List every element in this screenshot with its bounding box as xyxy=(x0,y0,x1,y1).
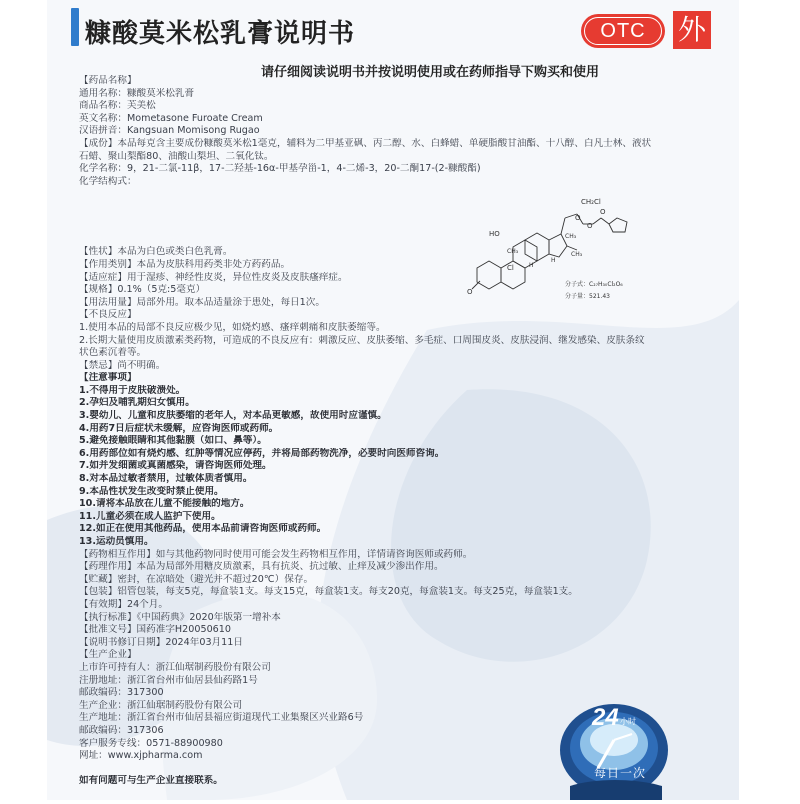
text-line: 石蜡、聚山梨酯80、油酸山梨坦、二氧化钛。 xyxy=(79,150,274,162)
leaflet-title: 糠酸莫米松乳膏说明书 xyxy=(85,19,356,49)
molecular-formula: 分子式：C₂₇H₃₀Cl₂O₆ xyxy=(565,281,623,288)
text-line: 邮政编码：317300 xyxy=(79,687,164,699)
structure-label-ch3-b: CH₃ xyxy=(565,233,577,240)
structure-label-o1: O xyxy=(575,214,581,222)
text-line: 上市许可持有人：浙江仙琚制药股份有限公司 xyxy=(79,661,271,673)
text-line: 化学名称：9，21-二氯-11β，17-二羟基-16α-甲基孕甾-1，4-二烯-3，20-二酮17-(2-糠酸酯) xyxy=(79,163,481,175)
usage-warning: 请仔细阅读说明书并按说明使用或在药师指导下购买和使用 xyxy=(261,65,600,80)
otc-badge-border xyxy=(584,17,662,45)
text-line: 状色素沉着等。 xyxy=(79,347,147,359)
text-line: 3.婴幼儿、儿童和皮肤萎缩的老年人，对本品更敏感，故使用时应谨慎。 xyxy=(79,410,387,422)
structure-label-o4: O xyxy=(467,288,473,296)
text-line: 网址：www.xjpharma.com xyxy=(79,750,203,762)
text-line: 【药物相互作用】如与其他药物同时使用可能会发生药物相互作用，详情请咨询医师或药师。 xyxy=(79,548,473,560)
text-line: 生产地址：浙江省台州市仙居县福应街道现代工业集聚区兴业路6号 xyxy=(79,712,364,724)
text-line: 2.孕妇及哺乳期妇女慎用。 xyxy=(79,397,195,409)
structure-label-ch2cl: CH₂Cl xyxy=(581,198,601,206)
badge-24-hours: 24 xyxy=(592,704,619,731)
text-line: 【规格】0.1%（5克:5毫克） xyxy=(79,284,206,296)
text-line: 【用法用量】局部外用。取本品适量涂于患处，每日1次。 xyxy=(79,296,325,308)
chemical-structure xyxy=(467,190,677,310)
text-line: 1.使用本品的局部不良反应极少见，如烧灼感、瘙痒刺痛和皮肤萎缩等。 xyxy=(79,321,386,333)
text-line: 客户服务专线：0571-88900980 xyxy=(79,737,223,749)
text-line: 【执行标准】《中国药典》2020年版第一增补本 xyxy=(79,611,281,623)
structure-label-ch3-c: CH₃ xyxy=(571,251,583,258)
text-line: 如有问题可与生产企业直接联系。 xyxy=(79,775,223,787)
text-line: 【生产企业】 xyxy=(79,649,137,661)
badge-once-daily: 每日一次 xyxy=(594,766,647,780)
molecular-weight: 分子量：521.43 xyxy=(565,293,610,300)
text-line: 汉语拼音：Kangsuan Momisong Rugao xyxy=(79,125,260,137)
text-line: 邮政编码：317306 xyxy=(79,724,164,736)
text-line: 【不良反应】 xyxy=(79,309,137,321)
structure-label-o2: O xyxy=(587,222,593,230)
text-line: 2.长期大量使用皮质激素类药物，可造成的不良反应有：刺激反应、皮肤萎缩、多毛症、口周围皮炎、皮肤浸润、继发感染、皮肤条纹 xyxy=(79,334,645,346)
structure-label-h2: H xyxy=(551,257,556,264)
structure-label-o3: O xyxy=(600,208,606,216)
text-line: 【注意事项】 xyxy=(79,372,137,384)
text-line: 【包装】铝管包装，每支5克，每盒装1支。每支15克，每盒装1支。每支20克，每盒装1支。每支25克，每盒装1支。 xyxy=(79,586,578,598)
text-line: 7.如并发细菌或真菌感染，请咨询医师处理。 xyxy=(79,460,272,472)
text-line: 英文名称：Mometasone Furoate Cream xyxy=(79,112,263,124)
text-line: 【说明书修订日期】2024年03月11日 xyxy=(79,636,243,648)
text-line: 通用名称：糠酸莫米松乳膏 xyxy=(79,87,195,99)
text-line: 【禁忌】尚不明确。 xyxy=(79,359,166,371)
text-line: 1.不得用于皮肤破溃处。 xyxy=(79,384,186,396)
structure-label-h1: H xyxy=(529,262,534,269)
text-line: 商品名称：芙美松 xyxy=(79,100,156,112)
text-line: 13.运动员慎用。 xyxy=(79,536,154,547)
otc-label: OTC xyxy=(600,20,646,42)
structure-label-ch3-a: CH₃ xyxy=(507,248,519,255)
text-line: 【有效期】24个月。 xyxy=(79,598,168,610)
text-line: 12.如正在使用其他药品，使用本品前请咨询医师或药师。 xyxy=(79,523,327,535)
text-line: 【药品名称】 xyxy=(79,75,137,86)
text-line: 9.本品性状发生改变时禁止使用。 xyxy=(79,485,224,497)
text-line: 【成份】本品每克含主要成份糠酸莫米松1毫克，辅料为二甲基亚砜、丙二醇、水、白蜂蜡、单硬脂酸甘油酯、十八醇、白凡士林、液状 xyxy=(79,137,652,149)
text-line: 【批准文号】国药准字H20050610 xyxy=(79,624,231,636)
text-line: 【作用类别】本品为皮肤科用药类非处方药药品。 xyxy=(79,258,291,270)
text-line: 5.避免接触眼睛和其他黏膜（如口、鼻等）。 xyxy=(79,435,267,447)
text-line: 【性状】本品为白色或类白色乳膏。 xyxy=(79,246,233,258)
text-line: 【药理作用】本品为局部外用糖皮质激素，具有抗炎、抗过敏、止痒及减少渗出作用。 xyxy=(79,561,444,573)
title-accent-bar xyxy=(71,8,79,46)
text-line: 4.用药7日后症状未缓解，应咨询医师或药师。 xyxy=(79,422,279,434)
structure-label-cl: Cl xyxy=(507,264,514,272)
text-line: 注册地址：浙江省台州市仙居县仙药路1号 xyxy=(79,674,258,686)
leaflet-body xyxy=(79,75,719,788)
structure-label-ho: HO xyxy=(489,230,500,238)
external-use-badge: 外 xyxy=(673,11,711,49)
text-line: 6.用药部位如有烧灼感、红肿等情况应停药，并将局部药物洗净，必要时向医师咨询。 xyxy=(79,447,445,459)
text-line: 11.儿童必须在成人监护下使用。 xyxy=(79,510,221,522)
text-line: 【适应症】用于湿疹、神经性皮炎，异位性皮炎及皮肤瘙痒症。 xyxy=(79,271,348,283)
text-line: 生产企业：浙江仙琚制药股份有限公司 xyxy=(79,699,243,711)
text-line: 化学结构式： xyxy=(79,175,137,187)
text-line: 10.请将本品放在儿童不能接触的地方。 xyxy=(79,498,250,510)
badge-hours-unit: 小时 xyxy=(620,717,636,726)
otc-badge xyxy=(581,14,665,48)
text-line: 8.对本品过敏者禁用，过敏体质者慎用。 xyxy=(79,473,253,485)
text-line: 【贮藏】密封，在凉暗处（避光并不超过20℃）保存。 xyxy=(79,573,314,585)
